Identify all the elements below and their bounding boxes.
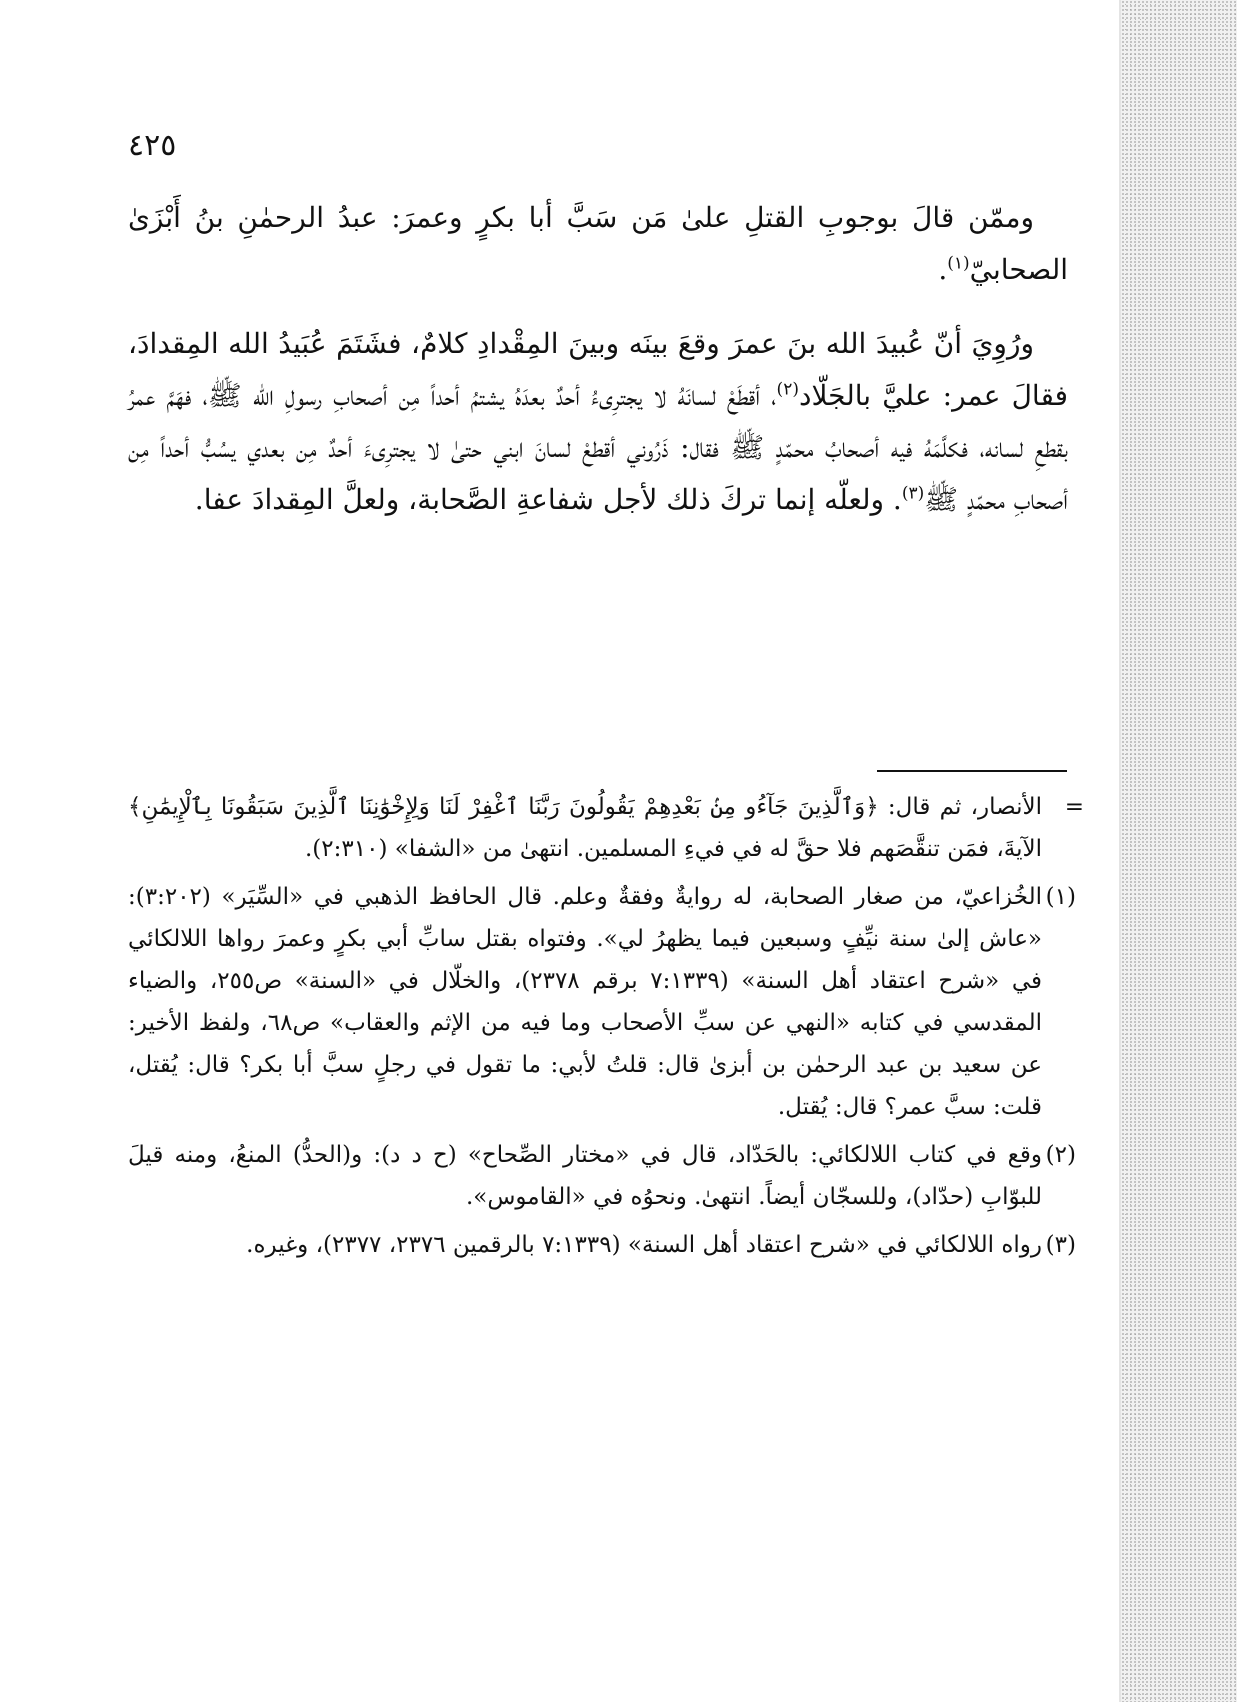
footnote-ref-3: (٣) (901, 483, 925, 504)
footnote-continuation-marker: = (1064, 794, 1084, 820)
footnote-separator (877, 770, 1067, 772)
body-paragraph-2: ورُوِيَ أنّ عُبيدَ الله بنَ عمرَ وقعَ بينَه وبينَ المِقْدادِ كلامٌ، فشَتَمَ عُبَيدُ الله المِقدادَ، فقالَ عمر: عليَّ بالجَلّاد$^{(٢)}$، أقطَعْ لسانَهُ لا يجترِىءُ أحدٌ بعدَهُ يشتمُ أحداً مِن أصحابِ رسولِ الله ﷺ، فهَمَّ عمرُ بقطعِ لسانه، فكلَّمَهُ فيه أصحابُ محمّدٍ ﷺ فقال: ذَرُوني أقطعْ لسانَ ابني حتىٰ لا يجترِىءَ أحدٌ مِن بعدي يسُبُّ أحداً مِن أصحابِ محمّدٍ ﷺ$^{(٣)}$. ولعلّه إنما تركَ ذلك لأجل شفاعةِ الصَّحابة، ولعلَّ المِقدادَ عفا. (128, 327, 1068, 516)
footnote-continuation (128, 786, 1084, 870)
footnote-2 (128, 1134, 1076, 1218)
footnote-1 (128, 876, 1076, 1128)
footnotes (128, 786, 1084, 1272)
body-paragraph-2-text-c: ولعلّه إنما تركَ ذلك لأجل شفاعةِ الصَّحابة، ولعلَّ المِقدادَ عفا. (194, 483, 885, 516)
footnote-3-marker: (٣) (1045, 1232, 1076, 1258)
footnote-2-marker: (٢) (1045, 1142, 1076, 1168)
body-paragraph-2-text-a: ورُوِيَ أنّ عُبيدَ الله بنَ عمرَ وقعَ بينَه وبينَ المِقْدادِ كلامٌ، فشَتَمَ عُبَيدُ الله المِقدادَ، فقالَ عمر: عليَّ بالجَلّاد (128, 327, 1068, 412)
main-text (128, 192, 1068, 548)
body-paragraph-1: وممّن قالَ بوجوبِ القتلِ علىٰ مَن سَبَّ أبا بكرٍ وعمرَ: عبدُ الرحمٰنِ بنُ أَبْزَىٰ الصحابيّ$^{(١)}$. (128, 201, 1068, 286)
footnote-1-text: الخُزاعيّ، من صغار الصحابة، له روايةٌ وفقةٌ وعلم. قال الحافظ الذهبي في «السِّيَر» (٣:٢٠٢): «عاش إلىٰ سنة نيِّفٍ وسبعين فيما يظهرُ لي». وفتواه بقتل سابِّ أبي بكرٍ وعمرَ رواها اللالكائي في «شرح اعتقاد أهل السنة» (٧:١٣٣٩ برقم ٢٣٧٨)، والخلّال في «السنة» ص٢٥٥، والضياء المقدسي في كتابه «النهي عن سبِّ الأصحاب وما فيه من الإثم والعقاب» ص٦٨، ولفظ الأخير: عن سعيد بن عبد الرحمٰن بن أبزىٰ قال: قلتُ لأبي: ما تقول في رجلٍ سبَّ أبا بكر؟ قال: يُقتل، قلت: سبَّ عمر؟ قال: يُقتل. (128, 884, 1042, 1120)
page-number: ٤٢٥ (128, 128, 177, 163)
footnote-ref-1: (١) (947, 253, 970, 274)
body-paragraph-1-text: وممّن قالَ بوجوبِ القتلِ علىٰ مَن سَبَّ أبا بكرٍ وعمرَ: عبدُ الرحمٰنِ بنُ أَبْزَىٰ الصحابيّ (128, 201, 1068, 286)
footnote-3 (128, 1224, 1076, 1266)
footnote-1-marker: (١) (1045, 884, 1076, 910)
footnote-continuation-text: الأنصار، ثم قال: ﴿وَٱلَّذِينَ جَآءُو مِنۢ بَعْدِهِمْ يَقُولُونَ رَبَّنَا ٱغْفِرْ لَنَا وَلِإِخْوَٰنِنَا ٱلَّذِينَ سَبَقُونَا بِٱلْإِيمَٰنِ﴾ الآيةَ، فمَن تنقَّصَهم فلا حقَّ له في فيءِ المسلمين. انتهىٰ من «الشفا» (٢:٣١٠). (128, 794, 1042, 862)
footnote-2-text: وقع في كتاب اللالكائي: بالحَدّاد، قال في «مختار الصِّحاح» (ح د د): و(الحدُّ) المنعُ، ومنه قيلَ للبوّابِ (حدّاد)، وللسجّان أيضاً. انتهىٰ. ونحوُه في «القاموس». (128, 1142, 1042, 1210)
body-paragraph-2-text-b: أقطَعْ لسانَهُ لا يجترِىءُ أحدٌ بعدَهُ يشتمُ أحداً مِن أصحابِ رسولِ الله ﷺ، فهَمَّ عمرُ بقطعِ لسانه، فكلَّمَهُ فيه أصحابُ محمّدٍ ﷺ فقال: ذَرُوني أقطعْ لسانَ ابني حتىٰ لا يجترِىءَ أحدٌ مِن بعدي يسُبُّ أحداً مِن أصحابِ محمّدٍ ﷺ (128, 379, 1068, 516)
footnote-3-text: رواه اللالكائي في «شرح اعتقاد أهل السنة» (٧:١٣٣٩ بالرقمين ٢٣٧٦، ٢٣٧٧)، وغيره. (246, 1232, 1042, 1258)
footnote-ref-2: (٢) (776, 379, 799, 400)
scan-gutter (1121, 0, 1237, 1702)
